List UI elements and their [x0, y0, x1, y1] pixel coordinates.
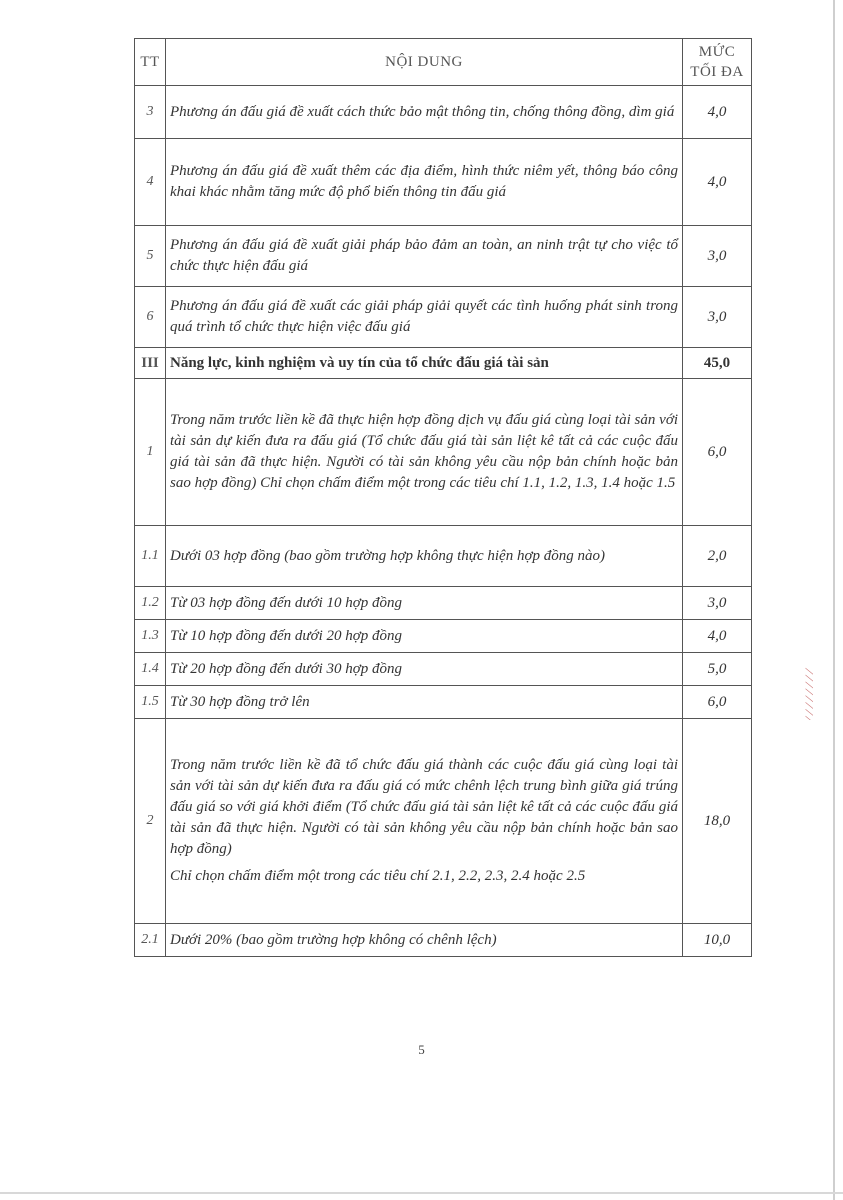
- row-content-main: Trong năm trước liền kề đã tổ chức đấu giá thành các cuộc đấu giá cùng loại tài sản với tài sản dự kiến đưa ra đấu giá có mức chênh lệch trung bình giữa giá trúng đấu giá so với giá khởi điểm (Tổ chức đấu giá tài sản liệt kê tất cả các cuộc đấu giá tài sản đã thực hiện. Người có tài sản không yêu cầu nộp bản chính hoặc bản sao hợp đồng): [170, 757, 678, 857]
- row-content: Phương án đấu giá đề xuất giải pháp bảo đảm an toàn, an ninh trật tự cho việc tổ chức thực hiện đấu giá: [166, 226, 683, 287]
- header-tt: TT: [135, 39, 166, 86]
- row-max: 4,0: [683, 139, 752, 226]
- row-tt: 4: [135, 139, 166, 226]
- section-title: Năng lực, kinh nghiệm và uy tín của tổ chức đấu giá tài sản: [166, 348, 683, 379]
- table-header-row: [135, 39, 752, 86]
- section-tt: III: [135, 348, 166, 379]
- table-row: [135, 924, 752, 957]
- header-max: [683, 39, 752, 86]
- row-content-note: Chỉ chọn chấm điểm một trong các tiêu chí 2.1, 2.2, 2.3, 2.4 hoặc 2.5: [170, 868, 586, 884]
- row-max: 6,0: [683, 379, 752, 526]
- section-row: [135, 348, 752, 379]
- page-number: 5: [418, 1042, 425, 1057]
- row-max: 2,0: [683, 526, 752, 587]
- row-content: Từ 30 hợp đồng trở lên: [166, 686, 683, 719]
- row-content: Dưới 20% (bao gồm trường hợp không có chênh lệch): [166, 924, 683, 957]
- table-row: [135, 139, 752, 226]
- row-tt: 1.5: [135, 686, 166, 719]
- row-content: Dưới 03 hợp đồng (bao gồm trường hợp không thực hiện hợp đồng nào): [166, 526, 683, 587]
- row-max: 3,0: [683, 226, 752, 287]
- header-max-line2: TỐI ĐA: [690, 64, 744, 80]
- row-max: 5,0: [683, 653, 752, 686]
- row-tt: 5: [135, 226, 166, 287]
- header-content: NỘI DUNG: [166, 39, 683, 86]
- page-bottom-edge: [0, 1192, 843, 1194]
- table-row: [135, 526, 752, 587]
- row-tt: 1.1: [135, 526, 166, 587]
- row-tt: 1.3: [135, 620, 166, 653]
- row-content: Trong năm trước liền kề đã thực hiện hợp đồng dịch vụ đấu giá cùng loại tài sản với tài sản dự kiến đưa ra đấu giá (Tổ chức đấu giá tài sản liệt kê tất cả các cuộc đấu giá tài sản đã thực hiện. Người có tài sản không yêu cầu nộp bản chính hoặc bản sao hợp đồng) Chỉ chọn chấm điểm một trong các tiêu chí 1.1, 1.2, 1.3, 1.4 hoặc 1.5: [166, 379, 683, 526]
- row-tt: 2.1: [135, 924, 166, 957]
- table-row: [135, 686, 752, 719]
- row-content: Phương án đấu giá đề xuất các giải pháp giải quyết các tình huống phát sinh trong quá trình tổ chức thực hiện việc đấu giá: [166, 287, 683, 348]
- header-max-line1: MỨC: [698, 44, 736, 60]
- row-content: [166, 719, 683, 924]
- row-max: 3,0: [683, 287, 752, 348]
- table-row: [135, 620, 752, 653]
- table-row: [135, 587, 752, 620]
- row-content: Từ 10 hợp đồng đến dưới 20 hợp đồng: [166, 620, 683, 653]
- row-content: Phương án đấu giá đề xuất thêm các địa điểm, hình thức niêm yết, thông báo công khai khác nhằm tăng mức độ phổ biến thông tin đấu giá: [166, 139, 683, 226]
- table-row: [135, 86, 752, 139]
- row-tt: 2: [135, 719, 166, 924]
- row-max: 4,0: [683, 620, 752, 653]
- row-tt: 3: [135, 86, 166, 139]
- row-max: 3,0: [683, 587, 752, 620]
- row-tt: 1: [135, 379, 166, 526]
- row-max: 6,0: [683, 686, 752, 719]
- margin-stamp-mark: ⁄ ⁄ ⁄ ⁄ ⁄ ⁄ ⁄ ⁄: [805, 669, 816, 720]
- scoring-table: [134, 38, 752, 957]
- row-max: 4,0: [683, 86, 752, 139]
- row-tt: 1.2: [135, 587, 166, 620]
- table-row: [135, 719, 752, 924]
- row-tt: 6: [135, 287, 166, 348]
- row-max: 10,0: [683, 924, 752, 957]
- row-content: Phương án đấu giá đề xuất cách thức bảo mật thông tin, chống thông đồng, dìm giá: [166, 86, 683, 139]
- table-row: [135, 226, 752, 287]
- section-max: 45,0: [683, 348, 752, 379]
- row-content: Từ 20 hợp đồng đến dưới 30 hợp đồng: [166, 653, 683, 686]
- row-content: Từ 03 hợp đồng đến dưới 10 hợp đồng: [166, 587, 683, 620]
- table-row: [135, 379, 752, 526]
- table-row: [135, 287, 752, 348]
- table-row: [135, 653, 752, 686]
- row-max: 18,0: [683, 719, 752, 924]
- row-tt: 1.4: [135, 653, 166, 686]
